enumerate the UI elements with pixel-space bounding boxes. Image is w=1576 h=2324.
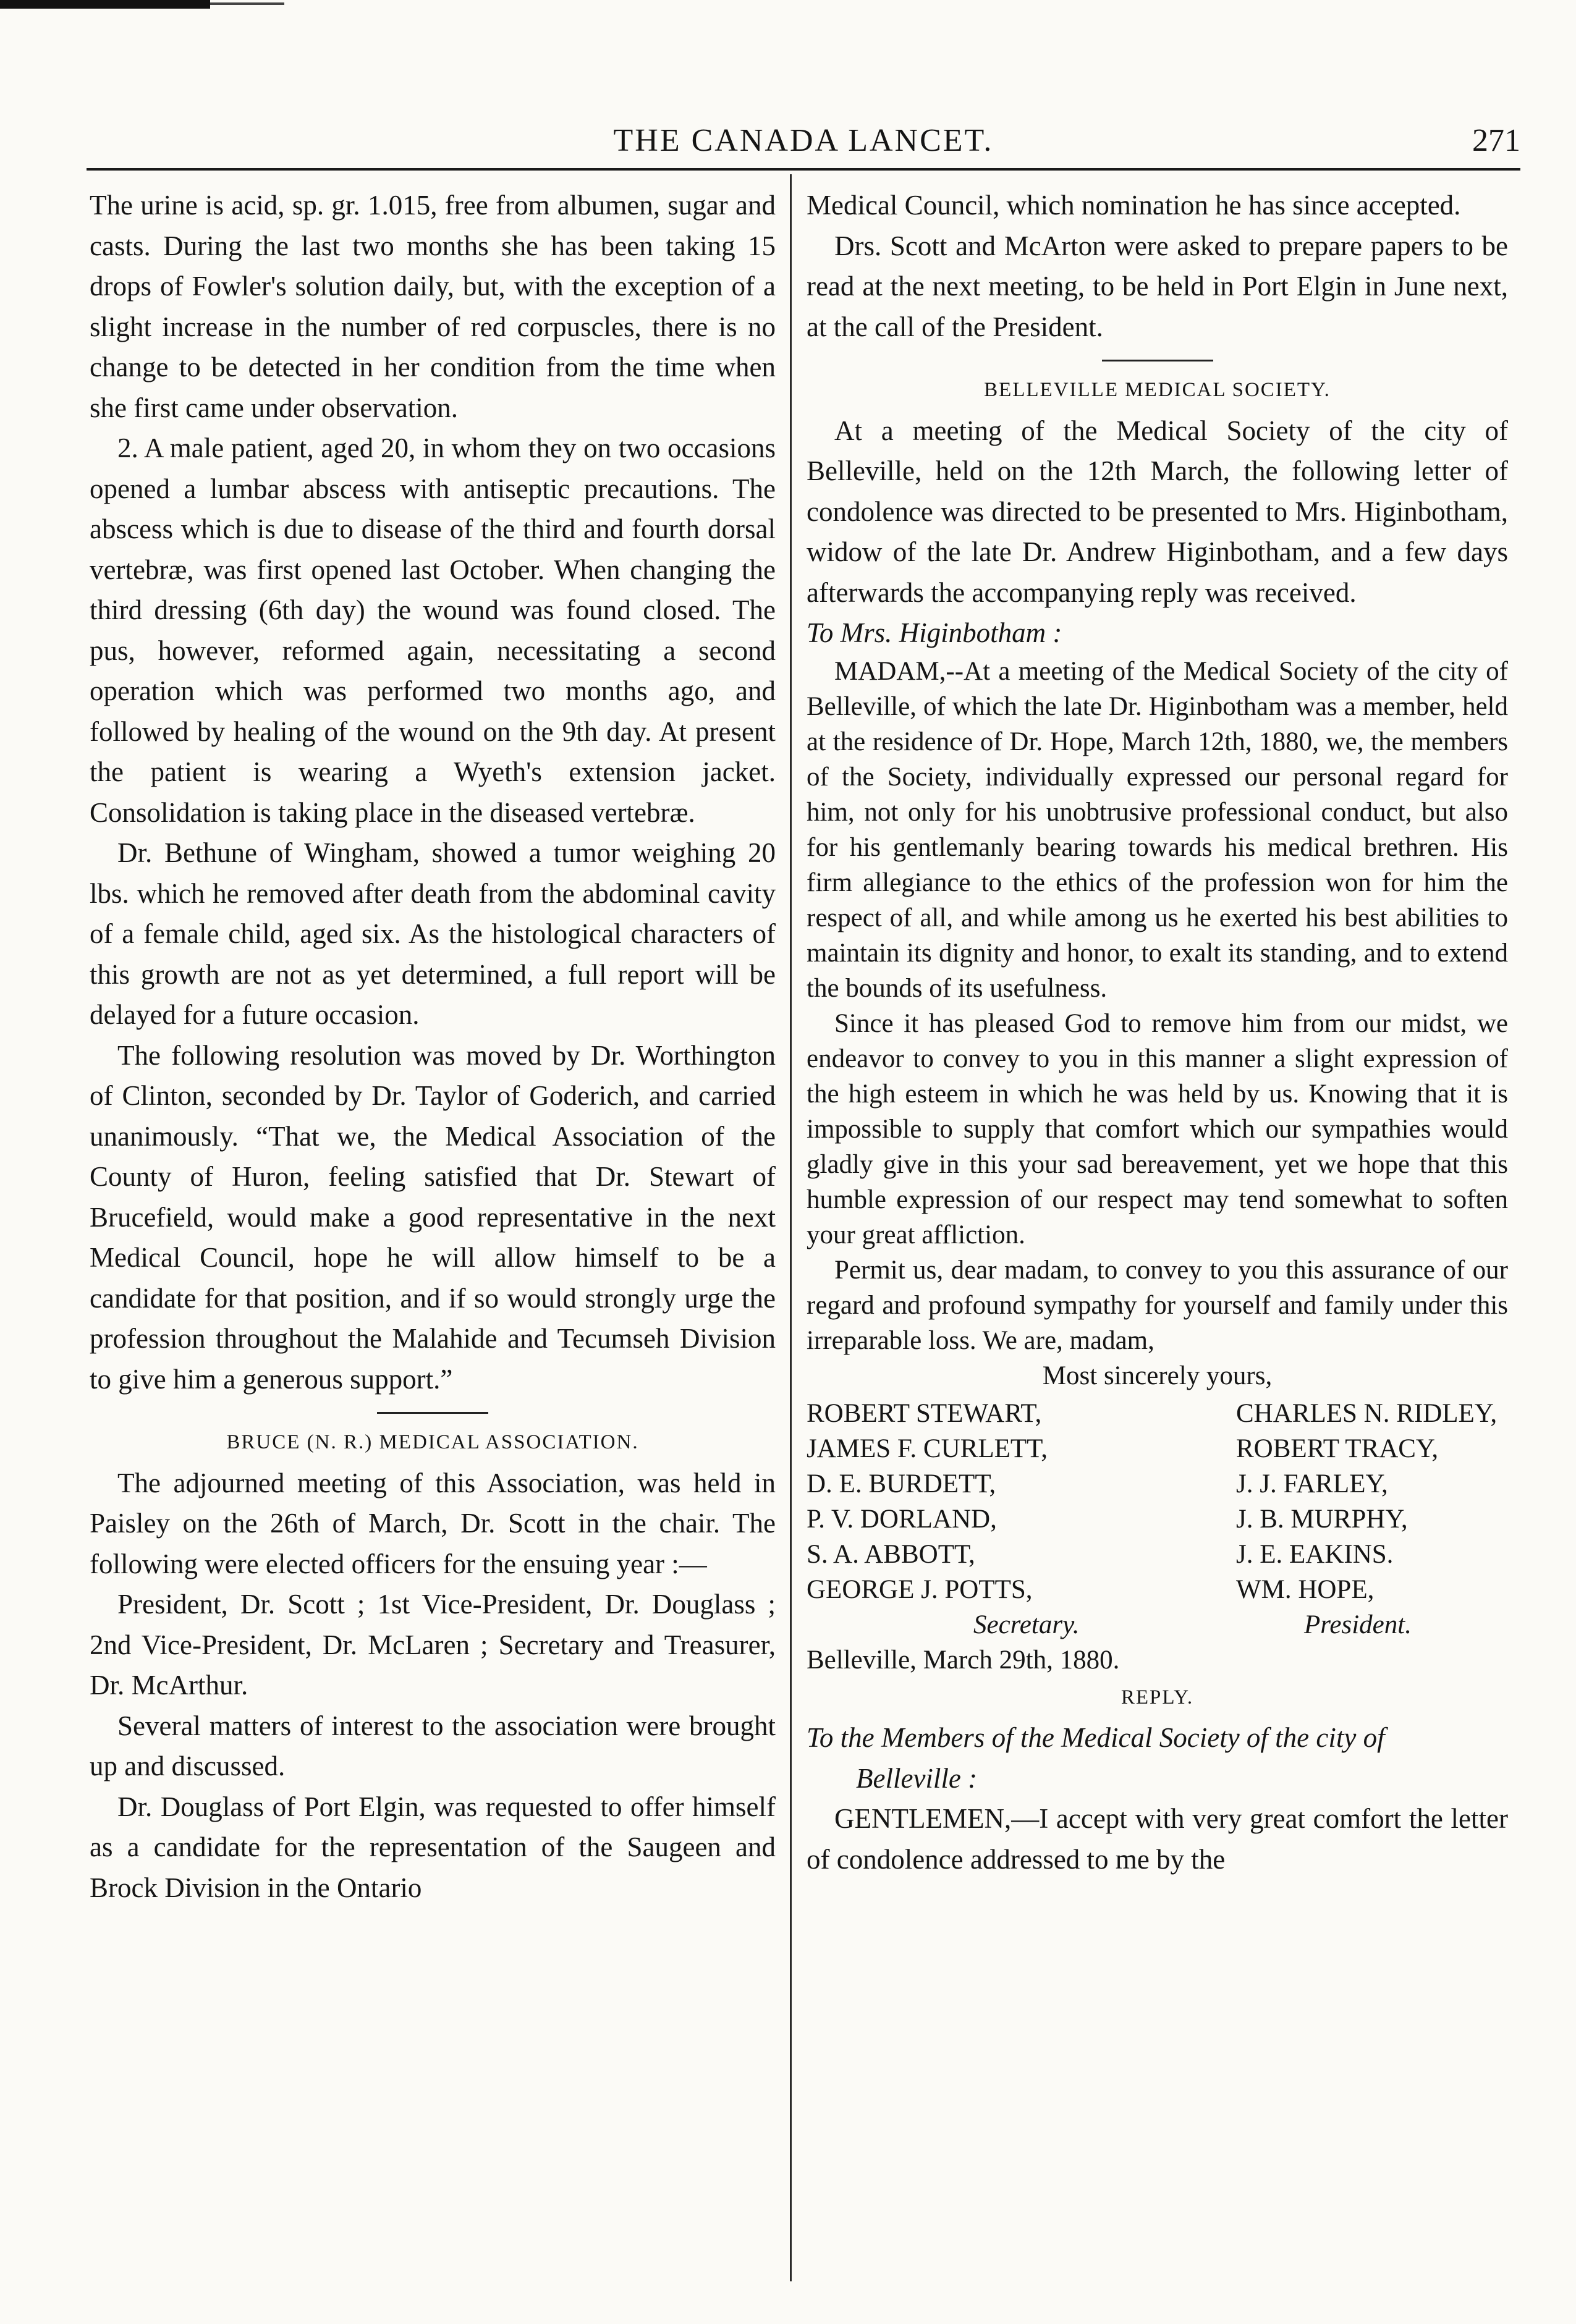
section-rule <box>377 1412 488 1414</box>
reply-address <box>807 1718 1508 1799</box>
signatory: ROBERT TRACY, <box>1236 1434 1439 1463</box>
section-heading-bruce: BRUCE (N. R.) MEDICAL ASSOCIATION. <box>226 1431 639 1453</box>
signatory: CHARLES N. RIDLEY, <box>1236 1398 1498 1428</box>
letter-closing: Most sincerely yours, <box>1042 1361 1273 1390</box>
scan-edge-mark <box>210 2 284 5</box>
signatory: GEORGE J. POTTS, <box>807 1574 1033 1604</box>
left-column <box>90 185 776 1908</box>
letter-paragraph: MADAM,--At a meeting of the Medical Society of the city of Belleville, of which the late Dr. Higinbotham was a member, held at the residence of Dr. Hope, March 12th, 1880, we, the members of the Society, individually expressed our personal regard for him, not only for his unobtrusive professional conduct, but also for his gentlemanly bearing towards his medical brethren. His firm allegiance to the ethics of the profession won for him the respect of all, and while among us he exerted his best abilities to maintain its dignity and honor, to exalt its standing, and to extend the bounds of its usefulness. <box>807 656 1508 1003</box>
column-divider <box>790 174 792 2281</box>
signatory: JAMES F. CURLETT, <box>807 1434 1048 1463</box>
journal-title: THE CANADA LANCET. <box>613 123 994 158</box>
paragraph: Medical Council, which nomination he has since accepted. <box>807 190 1461 221</box>
signatories-right <box>1236 1396 1508 1642</box>
scan-edge-mark <box>0 0 210 9</box>
page-number: 271 <box>1472 123 1520 158</box>
paragraph: At a meeting of the Medical Society of the city of Belleville, held on the 12th March, the following letter of condolence was directed to be presented to Mrs. Higinbotham, widow of the late Dr. Andrew Higinbotham, and a few days afterwards the accompanying reply was received. <box>807 415 1508 608</box>
letter-dateline: Belleville, March 29th, 1880. <box>807 1645 1120 1675</box>
signatory: J. E. EAKINS. <box>1236 1539 1394 1569</box>
signatory: ROBERT STEWART, <box>807 1398 1042 1428</box>
signatory: J. B. MURPHY, <box>1236 1504 1408 1534</box>
paragraph: Drs. Scott and McArton were asked to prepare papers to be read at the next meeting, to be held in Port Elgin in June next, at the call of the President. <box>807 230 1508 342</box>
paragraph: President, Dr. Scott ; 1st Vice-President, Dr. Douglass ; 2nd Vice-President, Dr. McLaren ; Secretary and Treasurer, Dr. McArthur. <box>90 1589 776 1701</box>
section-rule <box>1102 360 1213 361</box>
paragraph: The adjourned meeting of this Association, was held in Paisley on the 26th of March, Dr. Scott in the chair. The following were elected officers for the ensuing year :— <box>90 1467 776 1579</box>
paragraph: The following resolution was moved by Dr. Worthington of Clinton, seconded by Dr. Taylor of Goderich, and carried unanimously. “That we, the Medical Association of the County of Huron, feeling satisfied that Dr. Stewart of Brucefield, would make a good representative in the next Medical Council, hope he will allow himself to be a candidate for that position, and if so would strongly urge the profession throughout the Malahide and Tecumseh Division to give him a generous support.” <box>90 1039 776 1395</box>
condolence-letter <box>807 654 1508 1678</box>
paragraph: The urine is acid, sp. gr. 1.015, free from albumen, sugar and casts. During the last two months she has been taking 15 drops of Fowler's solution daily, but, with the exception of a slight increase in the number of red corpuscles, there is no change to be detected in her condition from the time when she first came under observation. <box>90 190 776 423</box>
letter-paragraph: Permit us, dear madam, to convey to you this assurance of our regard and profound sympathy for yourself and family under this irreparable loss. We are, madam, <box>807 1255 1508 1355</box>
letter-salutation: To Mrs. Higinbotham : <box>807 617 1062 648</box>
secretary-role: Secretary. <box>973 1610 1080 1639</box>
right-column <box>807 185 1508 1880</box>
paragraph: 2. A male patient, aged 20, in whom they on two occasions opened a lumbar abscess with antiseptic precautions. The abscess which is due to disease of the third and fourth dorsal vertebræ, was first opened last October. When changing the third dressing (6th day) the wound was found closed. The pus, however, reformed again, necessitating a second operation which was performed two months ago, and followed by healing of the wound on the 9th day. At present the patient is wearing a Wyeth's extension jacket. Consolidation is taking place in the diseased vertebræ. <box>90 433 776 828</box>
signatory: S. A. ABBOTT, <box>807 1539 975 1569</box>
section-heading-belleville: BELLEVILLE MEDICAL SOCIETY. <box>984 379 1331 401</box>
paragraph: Dr. Bethune of Wingham, showed a tumor weighing 20 lbs. which he removed after death from the abdominal cavity of a female child, aged six. As the histological characters of this growth are not as yet determined, a full report will be delayed for a future occasion. <box>90 837 776 1030</box>
signatories-left <box>807 1396 1080 1642</box>
reply-address-place: Belleville : <box>856 1762 978 1794</box>
letter-paragraph: Since it has pleased God to remove him from our midst, we endeavor to convey to you in this manner a slight expression of the high esteem in which he was held by us. Knowing that it is impossible to supply that comfort which our sympathies would gladly give in this your sad bereavement, yet we hope that this humble expression of our respect may tend somewhat to soften your great affliction. <box>807 1008 1508 1249</box>
paragraph: Dr. Douglass of Port Elgin, was requested to offer himself as a candidate for the representation of the Saugeen and Brock Division in the Ontario <box>90 1791 776 1903</box>
signature-block <box>807 1396 1508 1642</box>
signatory: WM. HOPE, <box>1236 1574 1375 1604</box>
paragraph: Several matters of interest to the association were brought up and discussed. <box>90 1710 776 1781</box>
reply-address-line: To the Members of the Medical Society of the city of <box>807 1722 1385 1753</box>
section-heading-reply: REPLY. <box>1121 1686 1194 1709</box>
president-role: President. <box>1304 1610 1412 1639</box>
running-header <box>87 117 1520 167</box>
signatory: D. E. BURDETT, <box>807 1469 996 1498</box>
paragraph: GENTLEMEN,—I accept with very great comfort the letter of condolence addressed to me by the <box>807 1803 1508 1875</box>
header-rule <box>87 168 1520 171</box>
signatory: P. V. DORLAND, <box>807 1504 997 1534</box>
signatory: J. J. FARLEY, <box>1236 1469 1388 1498</box>
